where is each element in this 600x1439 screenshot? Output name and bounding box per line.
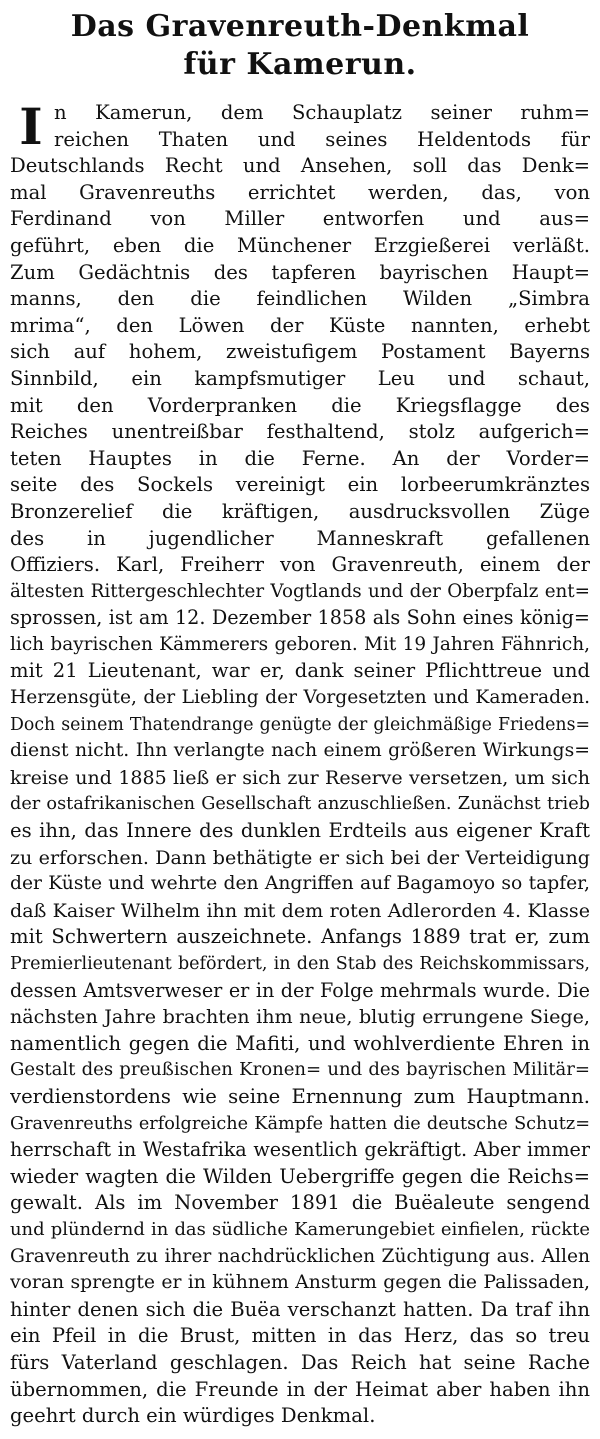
text-line: mit Schwertern auszeichnete. Anfangs 1889 trat er, zum bbox=[10, 925, 590, 949]
text-line: Sinnbild, ein kampfsmutiger Leu und schaut, bbox=[10, 366, 590, 390]
text-line: lich bayrischen Kämmerers geboren. Mit 19 Jahren Fähnrich, bbox=[10, 633, 590, 655]
title-line-2: für Kamerun. bbox=[183, 47, 417, 82]
text-line: sprossen, ist am 12. Dezember 1858 als Sohn eines könig= bbox=[10, 606, 590, 630]
text-line: übernommen, die Freunde in der Heimat aber haben ihn bbox=[10, 1377, 590, 1401]
text-line: Herzensgüte, der Liebling der Vorgesetzten und Kameraden. bbox=[10, 687, 590, 709]
text-line: n Kamerun, dem Schauplatz seiner ruhm= bbox=[54, 101, 590, 124]
text-line: daß Kaiser Wilhelm ihn mit dem roten Adlerorden 4. Klasse bbox=[10, 899, 590, 922]
text-line: des in jugendlicher Manneskraft gefallenen bbox=[10, 526, 590, 550]
text-line: Ferdinand von Miller entworfen und aus= bbox=[10, 207, 590, 231]
text-line: mit den Vorderpranken die Kriegsflagge des bbox=[10, 393, 590, 417]
text-line: Doch seinem Thatendrange genügte der gleichmäßige Friedens= bbox=[10, 714, 590, 735]
text-line: herrschaft in Westafrika wesentlich gekräftigt. Aber immer bbox=[10, 1138, 590, 1162]
text-line: zu erforschen. Dann bethätigte er sich bei der Verteidigung bbox=[10, 846, 590, 869]
text-line: verdienstordens wie seine Ernennung zum Hauptmann. bbox=[10, 1084, 590, 1108]
text-line: mit 21 Lieutenant, war er, dank seiner Pflichttreue und bbox=[10, 659, 590, 683]
text-line: Zum Gedächtnis des tapferen bayrischen Haupt= bbox=[10, 260, 590, 284]
text-line: reichen Thaten und seines Heldentods für bbox=[54, 127, 590, 151]
text-line: gewalt. Als im November 1891 die Buëaleute sengend bbox=[10, 1191, 590, 1215]
text-line: hinter denen sich die Buëa verschanzt hatten. Da traf ihn bbox=[10, 1297, 590, 1321]
text-line: Gestalt des preußischen Kronen= und des bayrischen Militär= bbox=[10, 1059, 590, 1081]
text-line: Deutschlands Recht und Ansehen, soll das Denk= bbox=[10, 154, 590, 178]
title-line-1: Das Gravenreuth-Denkmal bbox=[70, 9, 530, 44]
text-line: mal Gravenreuths errichtet werden, das, von bbox=[10, 180, 590, 204]
text-line: sich auf hohem, zweistufigem Postament Bayerns bbox=[10, 340, 590, 364]
text-line: fürs Vaterland geschlagen. Das Reich hat seine Rache bbox=[10, 1350, 590, 1374]
text-line: namentlich gegen die Mafiti, und wohlverdiente Ehren in bbox=[10, 1031, 590, 1055]
text-line: ältesten Rittergeschlechter Vogtlands und der Oberpfalz ent= bbox=[10, 580, 590, 602]
text-line: voran sprengte er in kühnem Ansturm gegen die Palissaden, bbox=[10, 1272, 590, 1294]
text-line: kreise und 1885 ließ er sich zur Reserve versetzen, um sich bbox=[10, 766, 590, 789]
text-line: geführt, eben die Münchener Erzgießerei verläßt. bbox=[10, 233, 590, 257]
text-line: Offiziers. Karl, Freiherr von Gravenreuth, einem der bbox=[10, 553, 590, 577]
text-line: es ihn, das Innere des dunklen Erdteils aus eigener Kraft bbox=[10, 819, 590, 843]
text-line: Reiches unentreißbar festhaltend, stolz aufgerich= bbox=[10, 420, 590, 444]
text-line: seite des Sockels vereinigt ein lorbeerumkränztes bbox=[10, 473, 590, 497]
text-line: wieder wagten die Wilden Uebergriffe gegen die Reichs= bbox=[10, 1164, 590, 1188]
text-line: mrima“, den Löwen der Küste nannten, erhebt bbox=[10, 313, 590, 337]
text-line: teten Hauptes in die Ferne. An der Vorder= bbox=[10, 446, 590, 470]
drop-cap: I bbox=[19, 97, 43, 156]
text-line: geehrt durch ein würdiges Denkmal. bbox=[10, 1404, 376, 1428]
text-line: manns, den die feindlichen Wilden „Simbra bbox=[10, 287, 590, 311]
text-line: Bronzerelief die kräftigen, ausdrucksvollen Züge bbox=[10, 499, 590, 523]
article-body bbox=[10, 97, 590, 1430]
text-line: Premierlieutenant befördert, in den Stab des Reichskommissars, bbox=[10, 954, 590, 974]
text-line: und plündernd in das südliche Kamerungebiet einfielen, rückte bbox=[10, 1218, 590, 1240]
text-line: Gravenreuth zu ihrer nachdrücklichen Züchtigung aus. Allen bbox=[10, 1245, 590, 1267]
text-line: dessen Amtsverweser er in der Folge mehrmals wurde. Die bbox=[10, 978, 590, 1002]
text-line: ein Pfeil in die Brust, mitten in das Herz, das so treu bbox=[10, 1324, 590, 1348]
text-line: der Küste und wehrte den Angriffen auf Bagamoyo so tapfer, bbox=[10, 873, 590, 895]
text-line: dienst nicht. Ihn verlangte nach einem größeren Wirkungs= bbox=[10, 740, 590, 762]
text-line: Gravenreuths erfolgreiche Kämpfe hatten die deutsche Schutz= bbox=[10, 1113, 590, 1134]
text-line: nächsten Jahre brachten ihm neue, blutig errungene Siege, bbox=[10, 1005, 590, 1029]
article-title bbox=[10, 8, 590, 84]
text-line: der ostafrikanischen Gesellschaft anzuschließen. Zunächst trieb bbox=[10, 794, 590, 815]
